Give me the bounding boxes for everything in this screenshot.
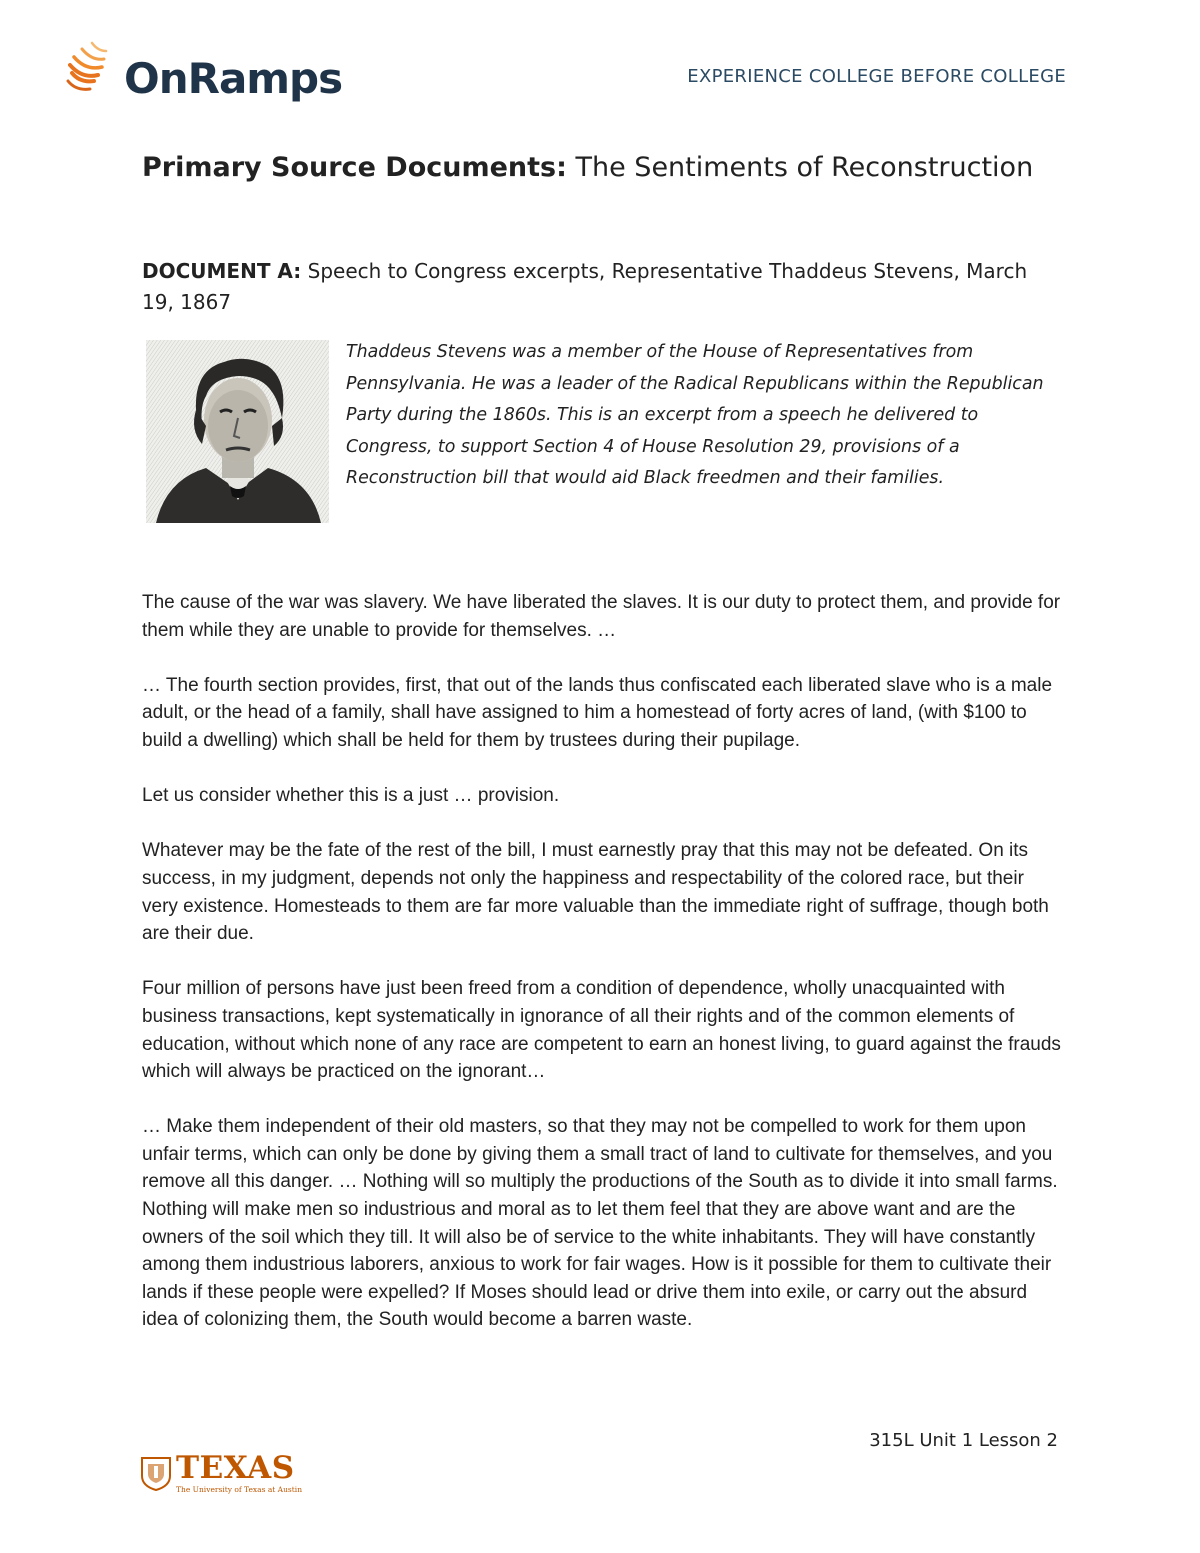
document-heading <box>142 256 1042 318</box>
ut-seal-icon <box>140 1456 172 1492</box>
tagline: EXPERIENCE COLLEGE BEFORE COLLEGE <box>687 66 1066 87</box>
speech-paragraph: … The fourth section provides, first, that out of the lands thus confiscated each liberated slave who is a male adult, or the head of a family, shall have assigned to him a homestead of forty acres of land, (with $100 to build a dwelling) which shall be held for them by trustees during their pupilage. <box>142 674 1053 751</box>
speech-paragraph: … Make them independent of their old masters, so that they may not be compelled to work for them upon unfair terms, which can only be done by giving them a small tract of land to cultivate for themselves, and you remove all this danger. … Nothing will so multiply the productions of the South as to divide it into small farms. Nothing will make men so industrious and moral as to let them feel that they are above want and are the owners of the soil which they till. It will also be of service to the white inhabitants. They will have constantly among them industrious laborers, anxious to work for fair wages. How is it possible for them to cultivate their lands if these people were expelled? If Moses should lead or drive them into exile, or carry out the absurd idea of colonizing them, the South would become a barren waste. <box>142 1116 1058 1331</box>
speech-paragraph: Let us consider whether this is a just … provision. <box>142 785 560 807</box>
course-code: 315L Unit 1 Lesson 2 <box>869 1430 1058 1451</box>
texas-subtitle: The University of Texas at Austin <box>176 1485 303 1494</box>
page-title <box>142 145 1042 190</box>
ut-texas-logo <box>140 1450 303 1494</box>
title-rest: The Sentiments of Reconstruction <box>566 152 1034 183</box>
speech-paragraph: Whatever may be the fate of the rest of the bill, I must earnestly pray that this may not be defeated. On its success, in my judgment, depends not only the happiness and respectability of the colored race, but their very existence. Homesteads to them are far more valuable than the immediate right of suffrage, though both are their due. <box>142 840 1049 945</box>
speech-paragraph: Four million of persons have just been freed from a condition of dependence, wholly unacquainted with business transactions, kept systematically in ignorance of all their rights and of the common elements of education, without which none of any race are competent to earn an honest living, to guard against the frauds which will always be practiced on the ignorant… <box>142 978 1061 1083</box>
speech-excerpt <box>142 589 1062 1362</box>
texas-wordmark: TEXAS <box>176 1450 295 1486</box>
portrait-image <box>146 340 329 523</box>
onramps-swoosh-icon <box>66 39 120 111</box>
title-bold: Primary Source Documents: <box>142 152 567 183</box>
intro-paragraph: Thaddeus Stevens was a member of the House of Representatives from Pennsylvania. He was a leader of the Radical Republicans within the Republican Party during the 1860s. This is an excerpt from a speech he delivered to Congress, to support Section 4 of House Resolution 29, provisions of a Reconstruction bill that would aid Black freedmen and their families. <box>346 342 1044 488</box>
document-label: DOCUMENT A: <box>142 259 302 283</box>
page-header <box>66 36 1066 116</box>
portrait-illustration <box>146 340 329 523</box>
logo-text: OnRamps <box>124 53 343 103</box>
onramps-logo <box>66 36 342 114</box>
speech-paragraph: The cause of the war was slavery. We have liberated the slaves. It is our duty to protect them, and provide for them while they are unable to provide for themselves. … <box>142 592 1061 641</box>
document-description: Speech to Congress excerpts, Representative Thaddeus Stevens, March 19, 1867 <box>142 259 1028 314</box>
